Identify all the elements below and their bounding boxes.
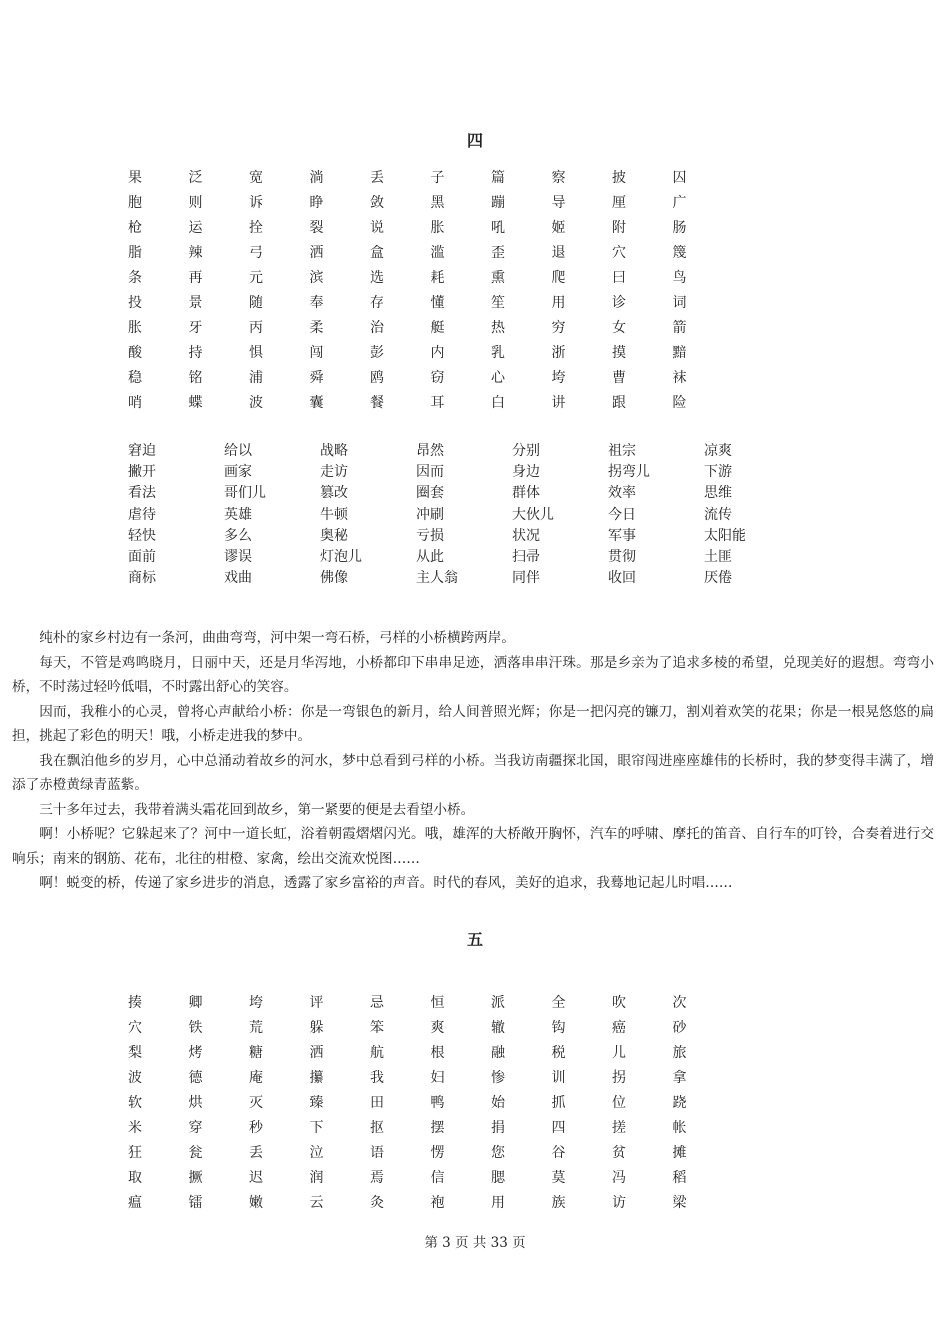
character-cell: 囊 bbox=[309, 395, 324, 411]
word-cell: 看法 bbox=[128, 485, 156, 502]
character-row bbox=[128, 1191, 733, 1216]
character-cell: 钩 bbox=[551, 1020, 566, 1036]
character-cell: 吼 bbox=[491, 220, 505, 236]
character-cell: 热 bbox=[491, 320, 505, 336]
character-cell: 熏 bbox=[491, 270, 505, 286]
word-cell: 灯泡儿 bbox=[320, 548, 362, 565]
character-cell: 投 bbox=[128, 295, 142, 311]
word-cell: 英雄 bbox=[224, 506, 252, 523]
character-cell: 彭 bbox=[370, 345, 384, 361]
word-cell: 思维 bbox=[704, 485, 732, 502]
character-cell: 穴 bbox=[612, 245, 626, 261]
character-cell: 捐 bbox=[491, 1120, 505, 1136]
character-cell: 辙 bbox=[491, 1020, 505, 1036]
character-cell: 揍 bbox=[128, 995, 142, 1011]
word-cell: 轻快 bbox=[128, 527, 156, 544]
passage-paragraph: 每天，不管是鸡鸣晓月，日丽中天，还是月华泻地，小桥都印下串串足迹，洒落串串汗珠。那是乡亲为了追求多棱的希望，兑现美好的遐想。弯弯小桥，不时荡过轻吟低唱，不时露出舒心的笑容。 bbox=[12, 654, 934, 695]
character-cell: 次 bbox=[672, 995, 687, 1011]
character-cell: 浙 bbox=[551, 345, 566, 361]
character-cell: 米 bbox=[128, 1120, 142, 1136]
word-cell: 厌倦 bbox=[704, 570, 732, 587]
character-cell: 景 bbox=[188, 295, 203, 311]
character-cell: 内 bbox=[430, 345, 445, 361]
character-cell: 滥 bbox=[430, 245, 445, 261]
passage-paragraph: 纯朴的家乡村边有一条河，曲曲弯弯，河中架一弯石桥，弓样的小桥横跨两岸。 bbox=[39, 630, 515, 646]
character-row bbox=[128, 291, 733, 316]
character-cell: 持 bbox=[188, 345, 203, 361]
character-cell: 税 bbox=[551, 1045, 566, 1061]
character-cell: 子 bbox=[430, 170, 445, 186]
character-cell: 盒 bbox=[370, 245, 384, 261]
character-cell: 曹 bbox=[612, 370, 626, 386]
character-cell: 丢 bbox=[370, 170, 384, 186]
passage-paragraph: 三十多年过去，我带着满头霜花回到故乡，第一紧要的便是去看望小桥。 bbox=[39, 801, 475, 818]
character-cell: 摆 bbox=[430, 1120, 445, 1136]
word-cell: 拐弯儿 bbox=[608, 464, 650, 481]
character-cell: 用 bbox=[551, 295, 566, 311]
character-cell: 躲 bbox=[309, 1020, 324, 1036]
character-row bbox=[128, 391, 733, 416]
character-cell: 忌 bbox=[370, 995, 384, 1011]
word-cell: 收回 bbox=[608, 570, 636, 587]
character-cell: 条 bbox=[128, 270, 142, 286]
character-cell: 附 bbox=[612, 220, 626, 236]
character-cell: 帐 bbox=[672, 1120, 687, 1136]
character-cell: 囚 bbox=[672, 170, 687, 186]
character-cell: 谷 bbox=[551, 1145, 566, 1161]
character-cell: 拿 bbox=[672, 1070, 687, 1086]
character-cell: 瓮 bbox=[188, 1145, 203, 1161]
word-cell: 因而 bbox=[416, 464, 444, 481]
word-cell: 给以 bbox=[224, 443, 252, 459]
word-cell: 贯彻 bbox=[608, 548, 636, 565]
character-cell: 攥 bbox=[309, 1070, 324, 1086]
character-cell: 治 bbox=[370, 320, 384, 336]
character-cell: 睁 bbox=[309, 195, 324, 211]
character-cell: 裂 bbox=[309, 220, 324, 236]
section-4-character-grid bbox=[128, 166, 733, 416]
character-cell: 融 bbox=[491, 1045, 505, 1061]
character-cell: 黑 bbox=[430, 195, 445, 211]
word-cell: 战略 bbox=[320, 443, 348, 459]
character-cell: 泛 bbox=[188, 170, 203, 186]
word-cell: 身边 bbox=[512, 464, 540, 481]
character-row bbox=[128, 341, 733, 366]
character-cell: 庵 bbox=[249, 1070, 263, 1086]
word-cell: 群体 bbox=[512, 485, 540, 502]
section-4-word-grid bbox=[128, 441, 800, 589]
passage-paragraph: 啊！蜕变的桥，传递了家乡进步的消息，透露了家乡富裕的声音。时代的春风，美好的追求，我蓦地记起儿时唱…… bbox=[39, 875, 733, 891]
character-cell: 腮 bbox=[491, 1170, 505, 1186]
character-row bbox=[128, 991, 733, 1016]
character-cell: 耗 bbox=[430, 270, 445, 286]
character-cell: 惨 bbox=[491, 1070, 505, 1086]
page-footer: 第 3 页 共 33 页 bbox=[424, 1235, 526, 1251]
character-cell: 牙 bbox=[188, 320, 203, 336]
word-cell: 冲刷 bbox=[416, 506, 444, 523]
character-cell: 抠 bbox=[370, 1120, 384, 1136]
character-cell: 迟 bbox=[249, 1170, 263, 1186]
character-cell: 摸 bbox=[612, 345, 626, 361]
character-cell: 则 bbox=[188, 195, 203, 211]
section-4-heading: 四 bbox=[466, 131, 483, 150]
character-cell: 语 bbox=[370, 1145, 384, 1161]
character-cell: 根 bbox=[430, 1045, 445, 1061]
character-cell: 信 bbox=[430, 1170, 445, 1186]
character-cell: 胞 bbox=[128, 195, 142, 211]
word-cell: 太阳能 bbox=[704, 527, 746, 544]
character-cell: 鸟 bbox=[672, 270, 687, 286]
word-cell: 军事 bbox=[608, 527, 636, 544]
character-cell: 癌 bbox=[612, 1020, 626, 1036]
character-cell: 位 bbox=[612, 1095, 626, 1111]
character-cell: 航 bbox=[370, 1045, 384, 1061]
word-cell: 亏损 bbox=[416, 527, 444, 544]
character-cell: 狂 bbox=[128, 1145, 142, 1161]
character-cell: 稳 bbox=[128, 370, 142, 386]
section-5-character-grid bbox=[128, 991, 733, 1216]
character-cell: 卿 bbox=[188, 995, 203, 1011]
character-cell: 取 bbox=[128, 1170, 142, 1186]
word-cell: 分别 bbox=[512, 443, 540, 459]
passage-paragraph: 我在飘泊他乡的岁月，心中总涌动着故乡的河水，梦中总看到弓样的小桥。当我访南疆探北国，眼帘闯进座座雄伟的长桥时，我的梦变得丰满了，增添了赤橙黄绿青蓝紫。 bbox=[12, 752, 934, 793]
character-cell: 哨 bbox=[128, 395, 142, 411]
character-cell: 润 bbox=[309, 1170, 324, 1186]
word-cell: 下游 bbox=[704, 464, 732, 481]
character-cell: 灭 bbox=[249, 1095, 263, 1111]
character-cell: 垮 bbox=[249, 995, 263, 1011]
character-cell: 焉 bbox=[370, 1170, 384, 1186]
character-cell: 梁 bbox=[672, 1195, 687, 1211]
word-cell: 商标 bbox=[128, 570, 156, 587]
character-cell: 柔 bbox=[309, 320, 324, 336]
word-row bbox=[128, 483, 800, 504]
character-cell: 餐 bbox=[370, 395, 384, 411]
word-cell: 虐待 bbox=[128, 506, 156, 523]
character-row bbox=[128, 1041, 733, 1066]
character-cell: 四 bbox=[551, 1120, 566, 1136]
character-cell: 胀 bbox=[128, 320, 142, 336]
character-cell: 评 bbox=[309, 995, 324, 1011]
word-cell: 从此 bbox=[416, 548, 444, 565]
character-cell: 冯 bbox=[612, 1170, 626, 1186]
character-cell: 黯 bbox=[672, 345, 687, 361]
character-cell: 淌 bbox=[309, 170, 324, 186]
character-cell: 弓 bbox=[249, 245, 263, 261]
character-cell: 篾 bbox=[672, 245, 687, 261]
character-cell: 再 bbox=[188, 270, 203, 286]
character-cell: 旅 bbox=[672, 1045, 687, 1061]
character-cell: 撅 bbox=[188, 1170, 203, 1186]
character-cell: 恒 bbox=[430, 995, 445, 1011]
word-row bbox=[128, 505, 800, 526]
word-row bbox=[128, 568, 800, 589]
word-cell: 大伙儿 bbox=[512, 506, 554, 523]
character-cell: 女 bbox=[612, 320, 626, 336]
character-cell: 懂 bbox=[430, 295, 445, 311]
character-cell: 丢 bbox=[249, 1145, 263, 1161]
character-cell: 披 bbox=[612, 170, 626, 186]
character-cell: 云 bbox=[309, 1195, 324, 1211]
word-cell: 效率 bbox=[608, 485, 636, 502]
character-cell: 鸥 bbox=[370, 370, 384, 386]
word-cell: 撇开 bbox=[128, 464, 156, 481]
character-cell: 全 bbox=[551, 995, 566, 1011]
word-cell: 篡改 bbox=[320, 485, 348, 502]
word-cell: 奥秘 bbox=[320, 527, 348, 544]
character-cell: 随 bbox=[249, 295, 263, 311]
character-cell: 荒 bbox=[249, 1020, 263, 1036]
character-row bbox=[128, 241, 733, 266]
word-cell: 主人翁 bbox=[416, 570, 458, 587]
word-cell: 佛像 bbox=[320, 570, 348, 587]
character-cell: 糖 bbox=[249, 1045, 263, 1061]
character-cell: 丙 bbox=[249, 320, 263, 336]
character-cell: 心 bbox=[491, 370, 505, 386]
character-cell: 我 bbox=[370, 1070, 384, 1086]
character-cell: 袍 bbox=[430, 1195, 445, 1211]
character-cell: 妇 bbox=[430, 1070, 445, 1086]
character-cell: 臻 bbox=[309, 1095, 324, 1111]
word-cell: 哥们儿 bbox=[224, 485, 266, 502]
character-cell: 察 bbox=[551, 170, 566, 186]
character-cell: 果 bbox=[128, 170, 142, 186]
word-cell: 戏曲 bbox=[224, 570, 252, 587]
character-row bbox=[128, 1016, 733, 1041]
character-cell: 笙 bbox=[491, 295, 505, 311]
character-cell: 下 bbox=[309, 1120, 324, 1136]
character-row bbox=[128, 366, 733, 391]
character-cell: 灸 bbox=[370, 1195, 384, 1211]
character-cell: 泣 bbox=[309, 1145, 324, 1161]
word-cell: 状况 bbox=[512, 527, 540, 544]
character-cell: 枪 bbox=[128, 220, 142, 236]
character-row bbox=[128, 191, 733, 216]
character-row bbox=[128, 166, 733, 191]
character-cell: 宽 bbox=[249, 170, 263, 186]
word-cell: 同伴 bbox=[512, 570, 540, 587]
character-cell: 铭 bbox=[188, 370, 203, 386]
character-cell: 诊 bbox=[612, 295, 626, 311]
word-cell: 窘迫 bbox=[128, 443, 156, 459]
character-cell: 铁 bbox=[188, 1020, 203, 1036]
character-cell: 箭 bbox=[672, 320, 687, 336]
character-cell: 窃 bbox=[430, 370, 445, 386]
word-cell: 画家 bbox=[224, 464, 252, 481]
character-cell: 训 bbox=[551, 1070, 566, 1086]
word-cell: 面前 bbox=[128, 548, 156, 565]
character-cell: 烤 bbox=[188, 1045, 203, 1061]
word-cell: 今日 bbox=[608, 506, 636, 523]
character-row bbox=[128, 1166, 733, 1191]
character-row bbox=[128, 1066, 733, 1091]
character-cell: 滨 bbox=[309, 270, 324, 286]
character-cell: 蝶 bbox=[188, 395, 203, 411]
character-row bbox=[128, 1141, 733, 1166]
character-cell: 波 bbox=[128, 1070, 142, 1086]
word-row bbox=[128, 526, 800, 547]
character-cell: 艇 bbox=[430, 320, 445, 336]
character-cell: 穷 bbox=[551, 320, 566, 336]
character-cell: 始 bbox=[491, 1095, 505, 1111]
character-cell: 波 bbox=[249, 395, 263, 411]
character-cell: 跟 bbox=[612, 395, 626, 411]
character-cell: 运 bbox=[188, 220, 203, 236]
character-cell: 贫 bbox=[612, 1145, 626, 1161]
character-cell: 砂 bbox=[672, 1020, 687, 1036]
character-cell: 厘 bbox=[612, 195, 626, 211]
character-cell: 选 bbox=[370, 270, 384, 286]
character-cell: 篇 bbox=[491, 170, 505, 186]
character-cell: 存 bbox=[370, 295, 384, 311]
character-cell: 穴 bbox=[128, 1020, 142, 1036]
word-cell: 牛顿 bbox=[320, 506, 348, 523]
character-row bbox=[128, 216, 733, 241]
character-cell: 镭 bbox=[188, 1195, 203, 1211]
character-cell: 垮 bbox=[551, 370, 566, 386]
character-cell: 敛 bbox=[370, 195, 384, 211]
character-cell: 族 bbox=[551, 1195, 566, 1211]
character-cell: 嫩 bbox=[249, 1195, 263, 1211]
word-cell: 走访 bbox=[320, 464, 348, 481]
word-row bbox=[128, 462, 800, 483]
character-cell: 烘 bbox=[188, 1095, 203, 1111]
character-cell: 搓 bbox=[612, 1120, 626, 1136]
character-cell: 闯 bbox=[309, 345, 324, 361]
character-cell: 肠 bbox=[672, 220, 687, 236]
section-5-heading: 五 bbox=[466, 930, 483, 949]
character-cell: 笨 bbox=[370, 1020, 384, 1036]
character-cell: 用 bbox=[491, 1195, 505, 1211]
character-cell: 蹦 bbox=[491, 195, 505, 211]
character-cell: 您 bbox=[491, 1145, 505, 1161]
word-cell: 昂然 bbox=[416, 443, 444, 459]
word-cell: 土匪 bbox=[704, 548, 732, 565]
character-cell: 乳 bbox=[491, 345, 505, 361]
character-cell: 姬 bbox=[551, 220, 566, 236]
character-cell: 歪 bbox=[491, 245, 505, 261]
word-cell: 扫帚 bbox=[512, 548, 540, 565]
character-cell: 奉 bbox=[309, 295, 324, 311]
character-cell: 爬 bbox=[551, 270, 566, 286]
passage-paragraph: 啊！小桥呢？它躲起来了？河中一道长虹，浴着朝霞熠熠闪光。哦，雄浑的大桥敞开胸怀，汽车的呼啸、摩托的笛音、自行车的叮铃，合奏着进行交响乐；南来的钢筋、花布，北往的柑橙、家禽，绘出交流欢悦图…… bbox=[12, 826, 934, 867]
character-cell: 退 bbox=[551, 245, 566, 261]
character-cell: 导 bbox=[551, 195, 566, 211]
character-cell: 儿 bbox=[612, 1045, 626, 1061]
passage-paragraph: 因而，我稚小的心灵，曾将心声献给小桥：你是一弯银色的新月，给人间普照光辉；你是一把闪亮的镰刀，割刈着欢笑的花果；你是一根晃悠悠的扁担，挑起了彩色的明天！哦，小桥走进我的梦中。 bbox=[12, 703, 934, 744]
character-cell: 愣 bbox=[430, 1145, 445, 1161]
character-row bbox=[128, 266, 733, 291]
character-row bbox=[128, 1116, 733, 1141]
character-cell: 拴 bbox=[249, 220, 263, 236]
character-cell: 曰 bbox=[612, 270, 626, 286]
character-cell: 稻 bbox=[672, 1170, 687, 1186]
word-cell: 祖宗 bbox=[608, 443, 636, 459]
character-cell: 秒 bbox=[249, 1120, 263, 1136]
word-cell: 凉爽 bbox=[704, 443, 732, 459]
character-cell: 访 bbox=[612, 1195, 626, 1211]
character-cell: 险 bbox=[672, 395, 687, 411]
character-row bbox=[128, 1091, 733, 1116]
character-cell: 白 bbox=[491, 395, 505, 411]
character-cell: 脂 bbox=[128, 245, 142, 261]
character-cell: 胀 bbox=[430, 220, 445, 236]
character-cell: 广 bbox=[672, 195, 687, 211]
character-cell: 派 bbox=[491, 995, 505, 1011]
word-row bbox=[128, 547, 800, 568]
character-cell: 跷 bbox=[672, 1095, 687, 1111]
character-cell: 酸 bbox=[128, 345, 142, 361]
character-cell: 洒 bbox=[309, 245, 324, 261]
character-cell: 吹 bbox=[612, 995, 626, 1011]
character-cell: 舜 bbox=[309, 370, 324, 386]
character-cell: 辣 bbox=[188, 245, 203, 261]
word-cell: 谬误 bbox=[224, 548, 252, 565]
character-cell: 词 bbox=[672, 295, 687, 311]
character-cell: 梨 bbox=[128, 1045, 142, 1061]
character-cell: 拐 bbox=[612, 1070, 626, 1086]
character-cell: 洒 bbox=[309, 1045, 324, 1061]
word-cell: 圈套 bbox=[416, 485, 444, 502]
character-cell: 耳 bbox=[430, 395, 445, 411]
character-cell: 穿 bbox=[188, 1120, 203, 1136]
character-cell: 说 bbox=[370, 220, 384, 236]
character-cell: 浦 bbox=[249, 370, 263, 386]
character-cell: 元 bbox=[249, 270, 263, 286]
character-row bbox=[128, 316, 733, 341]
character-cell: 摊 bbox=[672, 1145, 687, 1161]
word-cell: 流传 bbox=[704, 506, 732, 523]
word-cell: 多么 bbox=[224, 527, 252, 544]
character-cell: 田 bbox=[370, 1095, 384, 1111]
character-cell: 莫 bbox=[551, 1170, 566, 1186]
character-cell: 瘟 bbox=[128, 1195, 142, 1211]
character-cell: 讲 bbox=[551, 395, 566, 411]
reading-passage bbox=[12, 626, 934, 896]
character-cell: 袜 bbox=[672, 370, 687, 386]
character-cell: 软 bbox=[128, 1095, 142, 1111]
word-row bbox=[128, 441, 800, 462]
character-cell: 抓 bbox=[551, 1095, 566, 1111]
character-cell: 鸭 bbox=[430, 1095, 445, 1111]
character-cell: 德 bbox=[188, 1070, 203, 1086]
character-cell: 诉 bbox=[249, 195, 263, 211]
character-cell: 惧 bbox=[249, 345, 263, 361]
character-cell: 爽 bbox=[430, 1020, 445, 1036]
